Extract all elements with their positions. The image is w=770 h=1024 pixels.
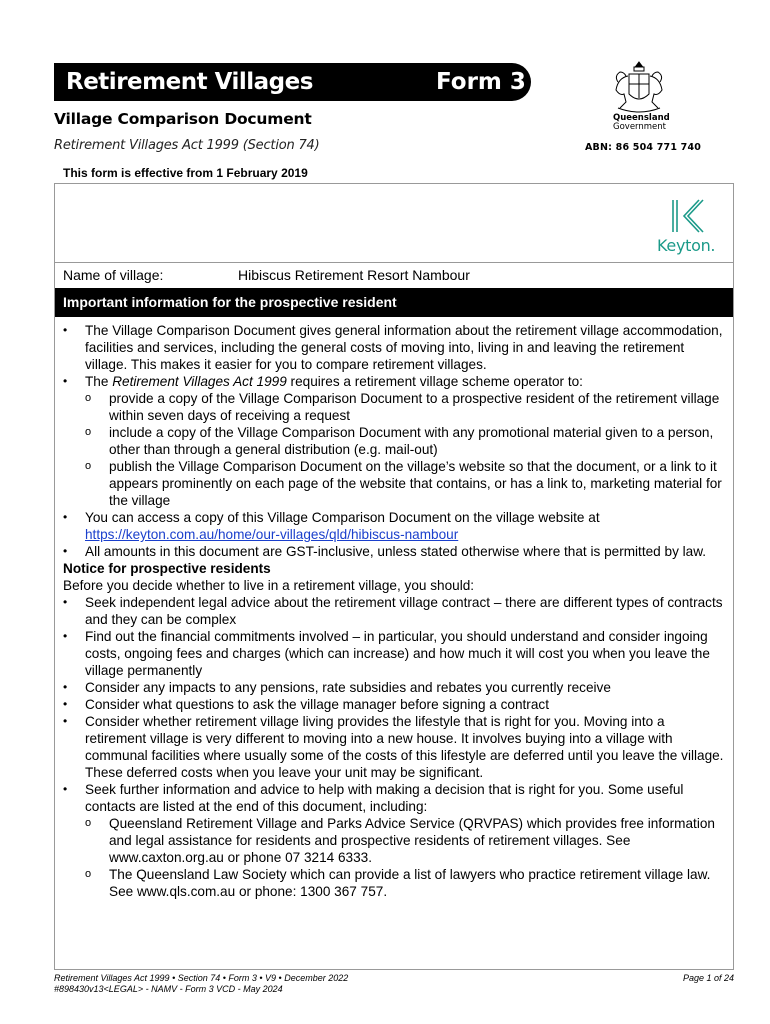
effective-date-notice: This form is effective from 1 February 2019 xyxy=(63,166,308,180)
useful-contacts-list xyxy=(85,815,728,900)
notice-intro: Before you decide whether to live in a retirement village, you should: xyxy=(63,578,475,593)
duty-item: o include a copy of the Village Comparison Document with any promotional material given to a person, other than through a general distribution (e.g. mail-out) xyxy=(85,424,728,458)
info-item xyxy=(63,373,728,509)
footer-line-1: Retirement Villages Act 1999 • Section 74 • Form 3 • V9 • December 2022 xyxy=(54,973,349,983)
notice-item: • Consider any impacts to any pensions, rate subsidies and rebates you currently receive xyxy=(63,679,728,696)
info-list xyxy=(63,322,728,560)
contact-item: o The Queensland Law Society which can provide a list of lawyers who practice retirement village law. See www.qls.com.au or phone: 1300 367 757. xyxy=(85,866,728,900)
queensland-crest-icon xyxy=(604,58,674,118)
notice-item: • Consider what questions to ask the village manager before signing a contract xyxy=(63,696,728,713)
banner-title: Retirement Villages xyxy=(66,69,313,95)
banner-form-number: Form 3 xyxy=(436,69,526,95)
footer-line-2: #898430v13<LEGAL> - NAMV - Form 3 VCD - May 2024 xyxy=(54,984,283,994)
divider xyxy=(54,262,734,263)
info-item-prefix: The xyxy=(85,374,113,389)
notice-list xyxy=(63,594,728,900)
government-wordmark xyxy=(613,114,670,132)
village-name-label: Name of village: xyxy=(63,267,164,283)
govt-line-2: Government xyxy=(613,122,667,132)
village-name-value: Hibiscus Retirement Resort Nambour xyxy=(238,267,470,283)
keyton-logo-text: Keyton. xyxy=(657,236,716,255)
operator-duties-list xyxy=(85,390,728,509)
info-item-text: You can access a copy of this Village Comparison Document on the village website at xyxy=(85,510,600,525)
info-item xyxy=(63,322,728,373)
info-item xyxy=(63,543,728,560)
important-info-title: Important information for the prospective resident xyxy=(63,294,397,310)
act-name: Retirement Villages Act 1999 xyxy=(112,374,287,389)
abn-number: ABN: 86 504 771 740 xyxy=(585,142,702,153)
notice-item: • Seek independent legal advice about the retirement village contract – there are different types of contracts and they can be complex xyxy=(63,594,728,628)
info-item-text: All amounts in this document are GST-inclusive, unless stated otherwise where that is permitted by law. xyxy=(85,544,707,559)
info-item-text: The Village Comparison Document gives general information about the retirement village accommodation, facilities and services, including the general costs of moving into, living in and leaving the retirement village. This makes it easier for you to compare retirement villages. xyxy=(85,323,723,372)
village-website-link[interactable]: https://keyton.com.au/home/our-villages/qld/hibiscus-nambour xyxy=(85,527,459,542)
document-title: Village Comparison Document xyxy=(54,110,312,128)
form-content xyxy=(63,322,728,900)
page-number: Page 1 of 24 xyxy=(682,973,734,983)
duty-item: o provide a copy of the Village Comparison Document to a prospective resident of the retirement village within seven days of receiving a request xyxy=(85,390,728,424)
notice-heading: Notice for prospective residents xyxy=(63,561,271,576)
notice-item-text: Seek further information and advice to help with making a decision that is right for you. Some useful contacts are listed at the end of this document, including: xyxy=(85,782,684,814)
info-item-suffix: requires a retirement village scheme operator to: xyxy=(286,374,583,389)
govt-line-1: Queensland xyxy=(613,113,670,123)
notice-item: • Consider whether retirement village living provides the lifestyle that is right for you. Moving into a retirement village is very different to moving into a new house. It involves buying into a village with communal facilities where usually some of the costs of this lifestyle are deferred until you leave the village. These deferred costs when you leave your unit may be significant. xyxy=(63,713,728,781)
footer-reference xyxy=(54,973,348,995)
contact-item: o Queensland Retirement Village and Parks Advice Service (QRVPAS) which provides free information and legal assistance for residents and prospective residents of retirement villages. See www.caxton.org.au or phone 07 3214 6333. xyxy=(85,815,728,866)
info-item xyxy=(63,509,728,543)
notice-item: • Find out the financial commitments involved – in particular, you should understand and consider ingoing costs, ongoing fees and charges (which can increase) and how much it will cost you when you leave the village permanently xyxy=(63,628,728,679)
document-act: Retirement Villages Act 1999 (Section 74) xyxy=(54,138,320,153)
notice-item xyxy=(63,781,728,900)
duty-item: o publish the Village Comparison Document on the village’s website so that the document, or a link to it appears prominently on each page of the website that contains, or has a link to, marketing material for the village xyxy=(85,458,728,509)
important-info-header xyxy=(55,288,733,317)
